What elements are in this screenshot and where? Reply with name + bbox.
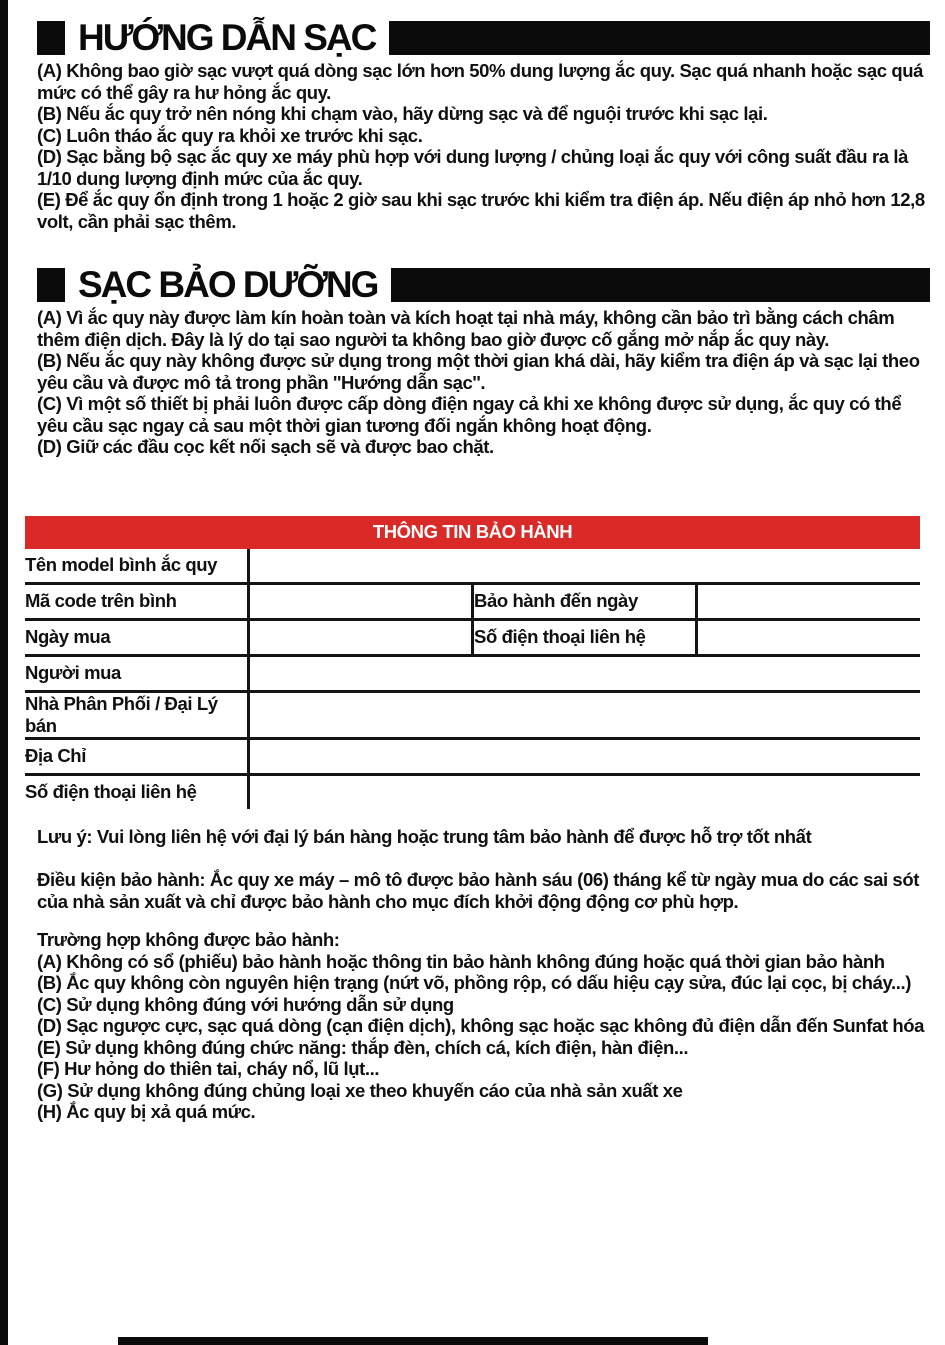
exclusion-item: (B) Ắc quy không còn nguyên hiện trạng (nứt võ, phồng rộp, có dấu hiệu cạy sửa, đúc lại cọc, bị cháy...)	[37, 972, 911, 993]
charging-instructions-list	[37, 60, 930, 232]
warranty-label: Người mua	[25, 655, 249, 691]
warranty-value-cell	[696, 619, 920, 655]
warranty-label: Số điện thoại liên hệ	[25, 774, 249, 809]
instruction-item: (A) Không bao giờ sạc vượt quá dòng sạc lớn hơn 50% dung lượng ắc quy. Sạc quá nhanh hoặc sạc quá mức có thể gây ra hư hỏng ắc quy.	[37, 60, 924, 103]
warranty-value-cell	[696, 583, 920, 619]
instruction-item: (D) Giữ các đầu cọc kết nối sạch sẽ và được bao chặt.	[37, 436, 494, 457]
instruction-item: (C) Luôn tháo ắc quy ra khỏi xe trước khi sạc.	[37, 124, 423, 146]
exclusion-item: (A) Không có sổ (phiếu) bảo hành hoặc thông tin bảo hành không đúng hoặc quá thời gian bảo hành	[37, 950, 885, 972]
table-row	[25, 549, 920, 584]
warranty-label: Mã code trên bình	[25, 583, 249, 619]
exclusion-item: (F) Hư hỏng do thiên tai, cháy nổ, lũ lụt...	[37, 1058, 380, 1079]
warranty-table	[25, 516, 920, 809]
warranty-value-cell	[249, 738, 920, 774]
table-row	[25, 774, 920, 809]
section-marker-square	[37, 268, 65, 302]
warranty-label: Địa Chỉ	[25, 738, 249, 774]
section-title-charging: HƯỚNG DẪN SẠC	[78, 17, 376, 58]
instruction-item: (B) Nếu ắc quy trở nên nóng khi chạm vào, hãy dừng sạc và để nguội trước khi sạc lại.	[37, 103, 768, 124]
exclusion-item: (D) Sạc ngược cực, sạc quá dòng (cạn điện dịch), không sạc hoặc sạc không đủ điện dẫn đến Sunfat hóa	[37, 1015, 925, 1036]
warranty-value-cell	[249, 691, 920, 738]
table-row	[25, 655, 920, 691]
instruction-item: (E) Để ắc quy ổn định trong 1 hoặc 2 giờ sau khi sạc trước khi kiểm tra điện áp. Nếu điện áp nhỏ hơn 12,8 volt, cần phải sạc thêm.	[37, 189, 925, 232]
bottom-edge-bar	[118, 1337, 708, 1345]
warranty-label: Tên model bình ắc quy	[25, 549, 249, 584]
warranty-value-cell	[249, 549, 920, 584]
warranty-label: Nhà Phân Phối / Đại Lý bán	[25, 691, 249, 738]
note-warranty-conditions: Điều kiện bảo hành: Ắc quy xe máy – mô tô được bảo hành sáu (06) tháng kể từ ngày mua do các sai sót của nhà sản xuất và chỉ được bảo hành cho mục đích khởi động động cơ phù hợp.	[37, 869, 919, 912]
instruction-item: (A) Vì ắc quy này được làm kín hoàn toàn và kích hoạt tại nhà máy, không cần bảo trì bằng cách châm thêm điện dịch. Đây là lý do tại sao người ta không bao giờ được cố gắng mở nắp ắc quy này.	[37, 307, 895, 350]
exclusions-intro: Trường hợp không được bảo hành:	[37, 929, 340, 950]
warranty-exclusions	[37, 929, 930, 1123]
exclusion-item: (H) Ắc quy bị xả quá mức.	[37, 1101, 256, 1122]
instruction-item: (C) Vì một số thiết bị phải luôn được cấp dòng điện ngay cả khi xe không được sử dụng, ắc quy có thể yêu cầu sạc ngay cả sau một thời gian tương đối ngắn không hoạt động.	[37, 393, 902, 436]
section-header-charging	[37, 17, 930, 58]
note-contact: Lưu ý: Vui lòng liên hệ với đại lý bán hàng hoặc trung tâm bảo hành để được hỗ trợ tốt nhất	[37, 825, 812, 847]
maintenance-instructions-list	[37, 307, 930, 458]
warranty-value-cell	[249, 655, 920, 691]
section-title-maintenance: SẠC BẢO DƯỠNG	[78, 264, 378, 305]
section-header-maintenance	[37, 264, 930, 305]
instruction-item: (D) Sạc bằng bộ sạc ắc quy xe máy phù hợp với dung lượng / chủng loại ắc quy với công suất đầu ra là 1/10 dung lượng định mức của ắc quy.	[37, 146, 908, 189]
left-edge-bar	[0, 0, 8, 1345]
section-marker-square	[37, 21, 65, 55]
exclusion-item: (G) Sử dụng không đúng chủng loại xe theo khuyến cáo của nhà sản xuất xe	[37, 1079, 683, 1101]
table-row	[25, 619, 920, 655]
warranty-value-cell	[249, 774, 920, 809]
section-title-bar	[391, 268, 930, 302]
exclusion-item: (C) Sử dụng không đúng với hướng dẫn sử dụng	[37, 993, 454, 1015]
warranty-label: Số điện thoại liên hệ	[473, 619, 697, 655]
warranty-value-cell	[249, 583, 473, 619]
section-title-bar	[389, 21, 930, 55]
table-row	[25, 691, 920, 738]
table-row	[25, 738, 920, 774]
exclusion-item: (E) Sử dụng không đúng chức năng: thắp đèn, chích cá, kích điện, hàn điện...	[37, 1036, 689, 1058]
warranty-value-cell	[249, 619, 473, 655]
warranty-label: Bảo hành đến ngày	[473, 583, 697, 619]
table-row	[25, 583, 920, 619]
warranty-table-header: THÔNG TIN BẢO HÀNH	[25, 516, 920, 549]
page-content	[25, 0, 930, 1123]
instruction-item: (B) Nếu ắc quy này không được sử dụng trong một thời gian khá dài, hãy kiểm tra điện áp và sạc lại theo yêu cầu và được mô tả trong phần ''Hướng dẫn sạc''.	[37, 350, 920, 393]
warranty-label: Ngày mua	[25, 619, 249, 655]
warranty-table-header-row	[25, 516, 920, 549]
